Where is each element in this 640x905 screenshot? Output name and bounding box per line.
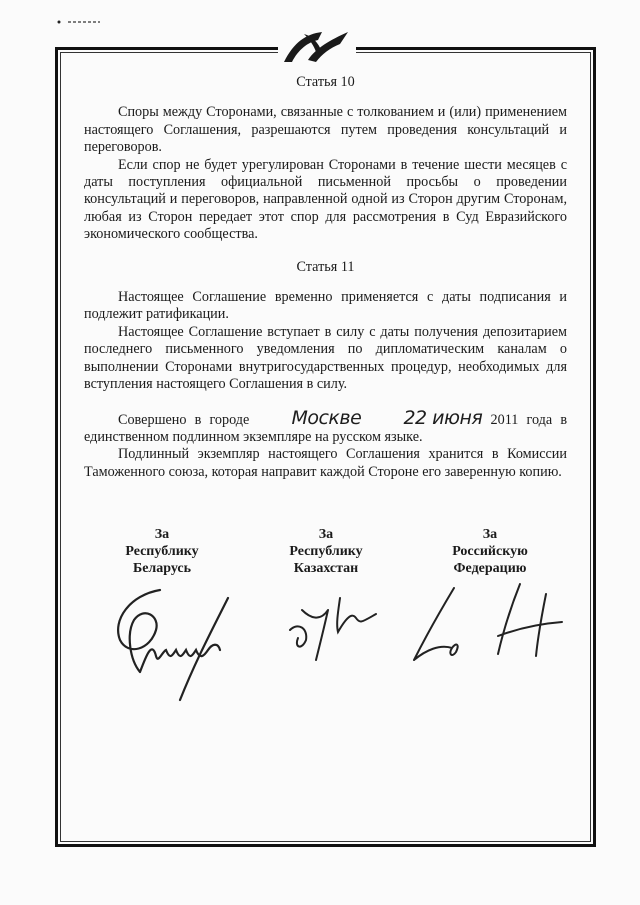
article-10-paragraph-2: Если спор не будет урегулирован Сторонами в течение шести месяцев с даты поступления официальной письменной просьбы о проведении консультаций и переговоров, направленной одной из Сторон другим Сторонам, любая из Сторон передает этот спор для рассмотрения в Суд Евразийского экономического сообщества. bbox=[84, 156, 567, 243]
done-in-city-paragraph bbox=[84, 406, 568, 447]
article-11-paragraph-1: Настоящее Соглашение временно применяется с даты подписания и подлежит ратификации. bbox=[84, 289, 567, 323]
signatory-russia: За Российскую Федерацию bbox=[452, 527, 528, 576]
emblem-logo bbox=[278, 22, 356, 70]
scan-mark bbox=[56, 16, 106, 26]
document-body bbox=[84, 70, 567, 481]
signature-russia bbox=[396, 574, 572, 674]
article-10-heading: Статья 10 bbox=[296, 74, 355, 90]
signature-belarus bbox=[100, 560, 250, 710]
signatory-belarus: За Республику Беларусь bbox=[125, 527, 199, 576]
handwritten-date: 22 июня bbox=[403, 406, 483, 429]
handwritten-city: Москве bbox=[291, 406, 362, 429]
signature-kazakhstan bbox=[280, 588, 390, 668]
done-suffix: 2011 года в единственном подлинном экземпляре на русском языке. bbox=[84, 411, 568, 445]
article-11-paragraph-2: Настоящее Соглашение вступает в силу с даты получения депозитарием последнего письменного уведомления по дипломатическим каналам о выполнении Сторонами внутригосударственных процедур, необходимых для вступления настоящего Соглашения в силу. bbox=[84, 323, 567, 393]
done-prefix: Совершено в городе bbox=[118, 411, 250, 428]
article-11-heading: Статья 11 bbox=[296, 258, 355, 275]
signatory-kazakhstan: За Республику Казахстан bbox=[289, 527, 363, 576]
article-10-paragraph-1: Споры между Сторонами, связанные с толкованием и (или) применением настоящего Соглашения, разрешаются путем проведения консультаций и переговоров. bbox=[84, 104, 567, 156]
original-copy-paragraph: Подлинный экземпляр настоящего Соглашения хранится в Комиссии Таможенного союза, которая направит каждой Стороне его заверенную копию. bbox=[84, 446, 567, 480]
